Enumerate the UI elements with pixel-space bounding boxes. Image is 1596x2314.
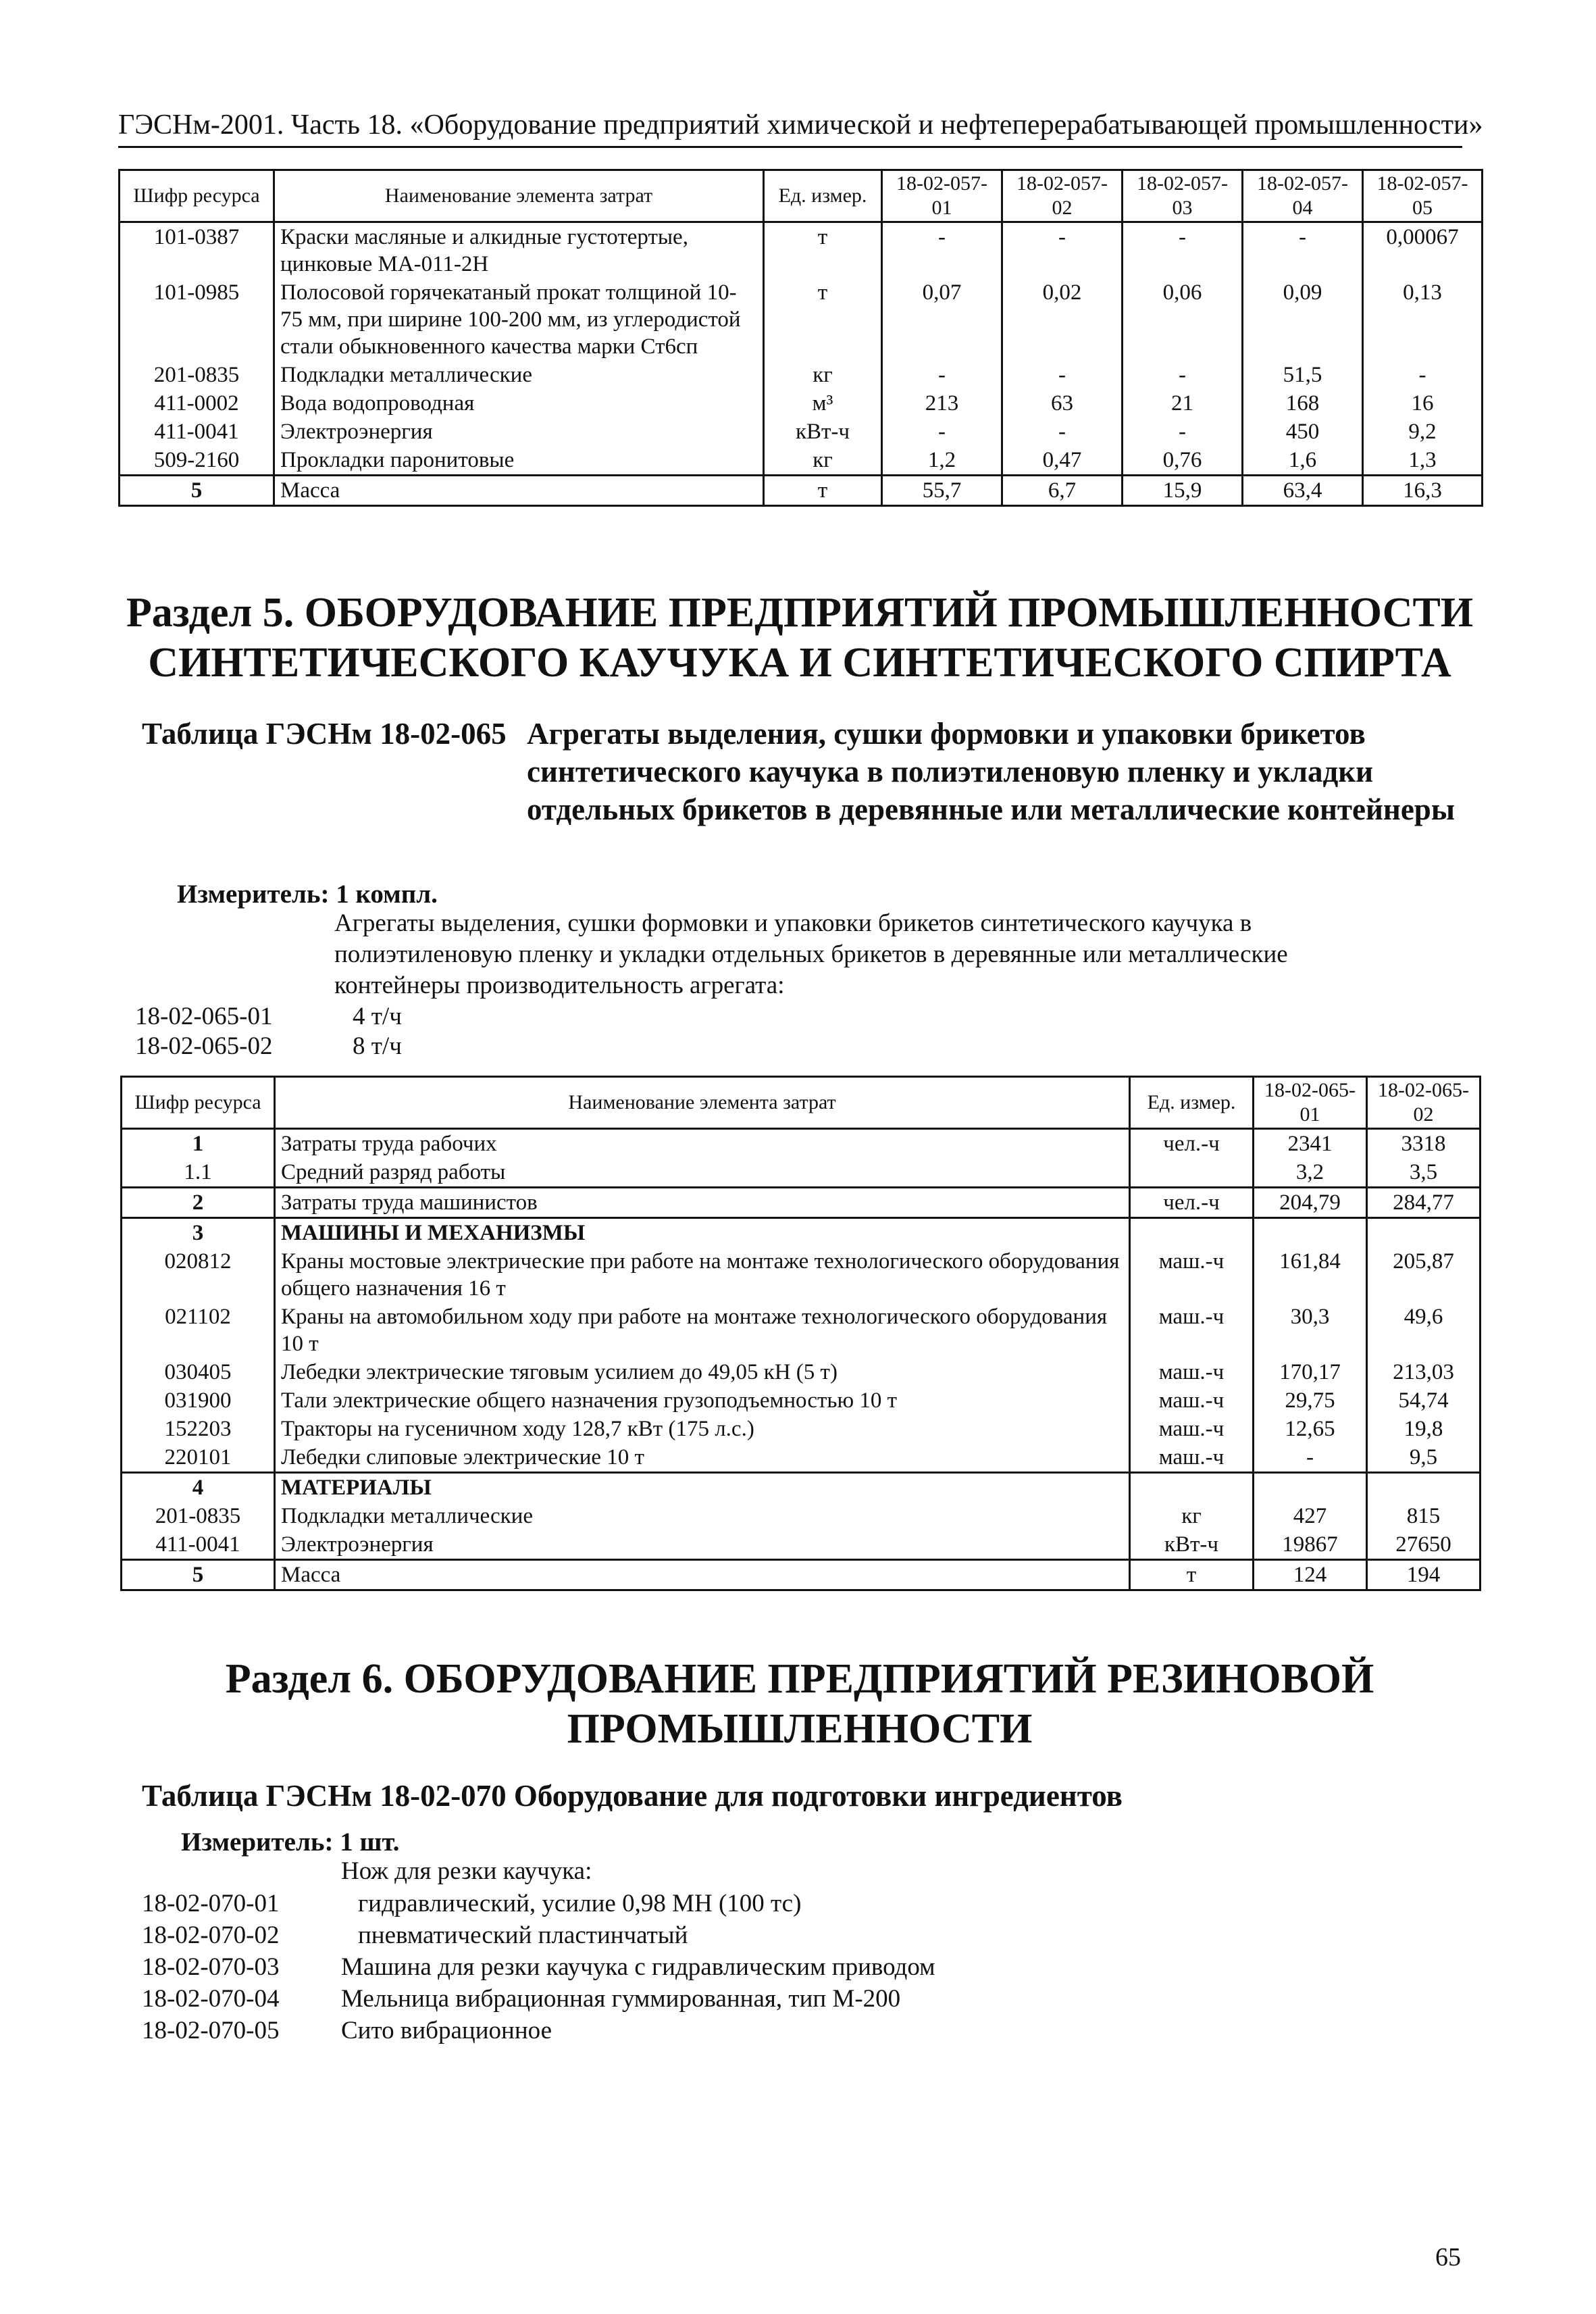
variant-text: Сито вибрационное (341, 2017, 552, 2044)
value-cell: - (1123, 361, 1243, 389)
variant-code: 18-02-070-01 (142, 1890, 280, 1917)
table-row (122, 1502, 1481, 1530)
value-cell: - (1123, 418, 1243, 446)
value-cell: 21 (1123, 389, 1243, 418)
measure-unit: Измеритель: 1 шт. (181, 1828, 400, 1857)
value-cell: 15,9 (1123, 476, 1243, 506)
value-cell: 0,47 (1002, 446, 1123, 476)
value-cell: 170,17 (1254, 1358, 1367, 1386)
mass-row (120, 476, 1483, 506)
resource-code: 020812 (122, 1247, 275, 1303)
value-cell: 213,03 (1367, 1358, 1481, 1386)
cost-element-name: Полосовой горячекатаный прокат толщиной 10-75 мм, при ширине 100-200 мм, из углеродистой стали обыкновенного качества марки Ст6сп (274, 278, 764, 361)
value-cell: 30,3 (1254, 1303, 1367, 1358)
resource-code: 031900 (122, 1386, 275, 1415)
value-cell: 124 (1254, 1560, 1367, 1590)
section-5-title (118, 588, 1481, 688)
variant-text: 4 т/ч (353, 1003, 402, 1030)
table-row (120, 361, 1483, 389)
section-title-line: Раздел 6. ОБОРУДОВАНИЕ ПРЕДПРИЯТИЙ РЕЗИНОВОЙ (225, 1656, 1374, 1702)
value-cell: 168 (1243, 389, 1363, 418)
unit: т (764, 476, 882, 506)
value-cell: - (1123, 222, 1243, 279)
resource-code: 1 (122, 1129, 275, 1159)
column-header: 18-02-057-01 (882, 170, 1002, 222)
group-title: МАШИНЫ И МЕХАНИЗМЫ (275, 1218, 1130, 1248)
resource-code: 101-0387 (120, 222, 274, 279)
unit: кг (764, 361, 882, 389)
table-row (122, 1415, 1481, 1443)
column-header: 18-02-057-02 (1002, 170, 1123, 222)
value-cell: 0,13 (1363, 278, 1483, 361)
table-row (120, 418, 1483, 446)
section-title-line: СИНТЕТИЧЕСКОГО КАУЧУКА И СИНТЕТИЧЕСКОГО СПИРТА (148, 640, 1451, 686)
value-cell: - (1002, 418, 1123, 446)
value-cell: 3318 (1367, 1129, 1481, 1159)
variant-code: 18-02-065-02 (135, 1032, 273, 1060)
table-row (122, 1303, 1481, 1358)
resource-code: 030405 (122, 1358, 275, 1386)
value-cell: 0,00067 (1363, 222, 1483, 279)
column-header: 18-02-057-03 (1123, 170, 1243, 222)
value-cell (1367, 1218, 1481, 1248)
unit: кВт-ч (764, 418, 882, 446)
value-cell: 1,6 (1243, 446, 1363, 476)
cost-element-name: Подкладки металлические (275, 1502, 1130, 1530)
table-row (120, 389, 1483, 418)
value-cell (1254, 1473, 1367, 1503)
unit (1130, 1473, 1254, 1503)
variant-code: 18-02-070-05 (142, 2017, 280, 2044)
value-cell: 55,7 (882, 476, 1002, 506)
value-cell: 284,77 (1367, 1188, 1481, 1218)
table-row (122, 1358, 1481, 1386)
value-cell: 3,2 (1254, 1158, 1367, 1188)
value-cell: - (1243, 222, 1363, 279)
variant-code: 18-02-070-03 (142, 1953, 280, 1981)
table-title-065 (142, 715, 1483, 870)
column-header: 18-02-065-01 (1254, 1077, 1367, 1129)
section-title-line: ПРОМЫШЛЕННОСТИ (567, 1706, 1033, 1752)
table-header-row (122, 1077, 1481, 1129)
resource-code: 1.1 (122, 1158, 275, 1188)
resource-table-057 (118, 169, 1483, 507)
cost-element-name: Затраты труда машинистов (275, 1188, 1130, 1218)
cost-element-name: Краны на автомобильном ходу при работе на монтаже технологического оборудования 10 т (275, 1303, 1130, 1358)
value-cell: - (1254, 1443, 1367, 1473)
column-header: Шифр ресурса (120, 170, 274, 222)
value-cell: - (1002, 361, 1123, 389)
unit: т (1130, 1560, 1254, 1590)
value-cell: - (882, 222, 1002, 279)
unit (1130, 1218, 1254, 1248)
table-title-070: Таблица ГЭСНм 18-02-070 Оборудование для подготовки ингредиентов (142, 1779, 1123, 1813)
resource-code: 411-0041 (122, 1530, 275, 1560)
resource-code: 152203 (122, 1415, 275, 1443)
value-cell: 9,2 (1363, 418, 1483, 446)
description-text: Агрегаты выделения, сушки формовки и упаковки брикетов синтетического каучука в полиэтиленовую пленку и укладки отдельных брикетов в деревянные или металлические контейнеры производительность агрегата: (334, 909, 1288, 999)
measure-unit: Измеритель: 1 компл. (177, 880, 438, 909)
variant-text: гидравлический, усилие 0,98 МН (100 тс) (358, 1890, 802, 1917)
variant-text: Машина для резки каучука с гидравлическим приводом (341, 1953, 935, 1981)
value-cell: 427 (1254, 1502, 1367, 1530)
value-cell: 0,06 (1123, 278, 1243, 361)
value-cell: 63,4 (1243, 476, 1363, 506)
table-row (122, 1158, 1481, 1188)
table-row (122, 1443, 1481, 1473)
value-cell: - (882, 361, 1002, 389)
value-cell: 6,7 (1002, 476, 1123, 506)
resource-code: 021102 (122, 1303, 275, 1358)
table-row (120, 222, 1483, 279)
value-cell: - (1002, 222, 1123, 279)
unit: кг (764, 446, 882, 476)
unit: кВт-ч (1130, 1530, 1254, 1560)
variant-text: 8 т/ч (353, 1032, 402, 1060)
value-cell: - (1363, 361, 1483, 389)
column-header: 18-02-057-04 (1243, 170, 1363, 222)
value-cell: 3,5 (1367, 1158, 1481, 1188)
resource-code: 4 (122, 1473, 275, 1503)
table-row (122, 1386, 1481, 1415)
value-cell: 161,84 (1254, 1247, 1367, 1303)
value-cell (1367, 1473, 1481, 1503)
cost-element-name: Прокладки паронитовые (274, 446, 764, 476)
cost-element-name: Краны мостовые электрические при работе на монтаже технологического оборудования общего назначения 16 т (275, 1247, 1130, 1303)
page-number: 65 (1435, 2243, 1461, 2271)
value-cell: 63 (1002, 389, 1123, 418)
resource-code: 3 (122, 1218, 275, 1248)
value-cell: 1,2 (882, 446, 1002, 476)
column-header: 18-02-057-05 (1363, 170, 1483, 222)
resource-code: 509-2160 (120, 446, 274, 476)
unit: т (764, 278, 882, 361)
resource-code: 220101 (122, 1443, 275, 1473)
table-row (120, 446, 1483, 476)
table-row (122, 1247, 1481, 1303)
group-header-row (122, 1473, 1481, 1503)
cost-element-name: Масса (275, 1560, 1130, 1590)
resource-code: 2 (122, 1188, 275, 1218)
value-cell: - (882, 418, 1002, 446)
value-cell (1254, 1218, 1367, 1248)
cost-element-name: Подкладки металлические (274, 361, 764, 389)
variant-text: пневматический пластинчатый (358, 1921, 688, 1949)
column-header: Наименование элемента затрат (275, 1077, 1130, 1129)
table-title-text: Агрегаты выделения, сушки формовки и упаковки брикетов синтетического каучука в полиэтиленовую пленку и укладки отдельных брикетов в деревянные или металлические контейнеры (527, 717, 1455, 826)
value-cell: 0,02 (1002, 278, 1123, 361)
value-cell: 2341 (1254, 1129, 1367, 1159)
value-cell: 16 (1363, 389, 1483, 418)
resource-table-065 (120, 1076, 1481, 1591)
table-header-row (120, 170, 1483, 222)
cost-element-name: Электроэнергия (274, 418, 764, 446)
group-header-row (122, 1218, 1481, 1248)
column-header: 18-02-065-02 (1367, 1077, 1481, 1129)
value-cell: 815 (1367, 1502, 1481, 1530)
unit (1130, 1158, 1254, 1188)
cost-element-name: Тракторы на гусеничном ходу 128,7 кВт (175 л.с.) (275, 1415, 1130, 1443)
variant-code: 18-02-070-04 (142, 1985, 280, 2013)
table-row (122, 1188, 1481, 1218)
unit: м³ (764, 389, 882, 418)
column-header: Шифр ресурса (122, 1077, 275, 1129)
value-cell: 1,3 (1363, 446, 1483, 476)
value-cell: 19,8 (1367, 1415, 1481, 1443)
resource-code: 411-0002 (120, 389, 274, 418)
cost-element-name: Вода водопроводная (274, 389, 764, 418)
cost-element-name: Тали электрические общего назначения грузоподъемностью 10 т (275, 1386, 1130, 1415)
resource-code: 411-0041 (120, 418, 274, 446)
intro-text: Нож для резки каучука: (341, 1857, 592, 1885)
running-header: ГЭСНм-2001. Часть 18. «Оборудование предприятий химической и нефтеперерабатывающей промышленности» (118, 107, 1462, 148)
value-cell: 29,75 (1254, 1386, 1367, 1415)
cost-element-name: Средний разряд работы (275, 1158, 1130, 1188)
section-6-title (118, 1654, 1481, 1754)
table-row (122, 1530, 1481, 1560)
value-cell: 54,74 (1367, 1386, 1481, 1415)
value-cell: 0,07 (882, 278, 1002, 361)
value-cell: 9,5 (1367, 1443, 1481, 1473)
cost-element-name: Масса (274, 476, 764, 506)
column-header: Ед. измер. (1130, 1077, 1254, 1129)
variant-code: 18-02-070-02 (142, 1921, 280, 1949)
value-cell: 0,09 (1243, 278, 1363, 361)
value-cell: 19867 (1254, 1530, 1367, 1560)
unit: маш.-ч (1130, 1415, 1254, 1443)
cost-element-name: Лебедки слиповые электрические 10 т (275, 1443, 1130, 1473)
value-cell: 12,65 (1254, 1415, 1367, 1443)
variant-code: 18-02-065-01 (135, 1003, 273, 1030)
value-cell: 204,79 (1254, 1188, 1367, 1218)
unit: кг (1130, 1502, 1254, 1530)
unit: т (764, 222, 882, 279)
resource-code: 5 (120, 476, 274, 506)
value-cell: 194 (1367, 1560, 1481, 1590)
unit: чел.-ч (1130, 1129, 1254, 1159)
cost-element-name: Краски масляные и алкидные густотертые, цинковые МА-011-2Н (274, 222, 764, 279)
value-cell: 51,5 (1243, 361, 1363, 389)
unit: маш.-ч (1130, 1303, 1254, 1358)
resource-code: 101-0985 (120, 278, 274, 361)
unit: маш.-ч (1130, 1358, 1254, 1386)
value-cell: 16,3 (1363, 476, 1483, 506)
value-cell: 0,76 (1123, 446, 1243, 476)
group-title: МАТЕРИАЛЫ (275, 1473, 1130, 1503)
value-cell: 27650 (1367, 1530, 1481, 1560)
cost-element-name: Электроэнергия (275, 1530, 1130, 1560)
cost-element-name: Лебедки электрические тяговым усилием до 49,05 кН (5 т) (275, 1358, 1130, 1386)
unit: маш.-ч (1130, 1247, 1254, 1303)
column-header: Наименование элемента затрат (274, 170, 764, 222)
resource-code: 201-0835 (120, 361, 274, 389)
value-cell: 213 (882, 389, 1002, 418)
resource-code: 5 (122, 1560, 275, 1590)
unit: маш.-ч (1130, 1443, 1254, 1473)
value-cell: 205,87 (1367, 1247, 1481, 1303)
variant-text: Мельница вибрационная гуммированная, тип М-200 (341, 1985, 901, 2013)
table-title-lead: Таблица ГЭСНм 18-02-065 (142, 717, 507, 751)
resource-code: 201-0835 (122, 1502, 275, 1530)
unit: чел.-ч (1130, 1188, 1254, 1218)
value-cell: 450 (1243, 418, 1363, 446)
mass-row (122, 1560, 1481, 1590)
column-header: Ед. измер. (764, 170, 882, 222)
value-cell: 49,6 (1367, 1303, 1481, 1358)
table-row (120, 278, 1483, 361)
unit: маш.-ч (1130, 1386, 1254, 1415)
section-title-line: Раздел 5. ОБОРУДОВАНИЕ ПРЕДПРИЯТИЙ ПРОМЫШЛЕННОСТИ (126, 590, 1474, 636)
cost-element-name: Затраты труда рабочих (275, 1129, 1130, 1159)
table-row (122, 1129, 1481, 1159)
